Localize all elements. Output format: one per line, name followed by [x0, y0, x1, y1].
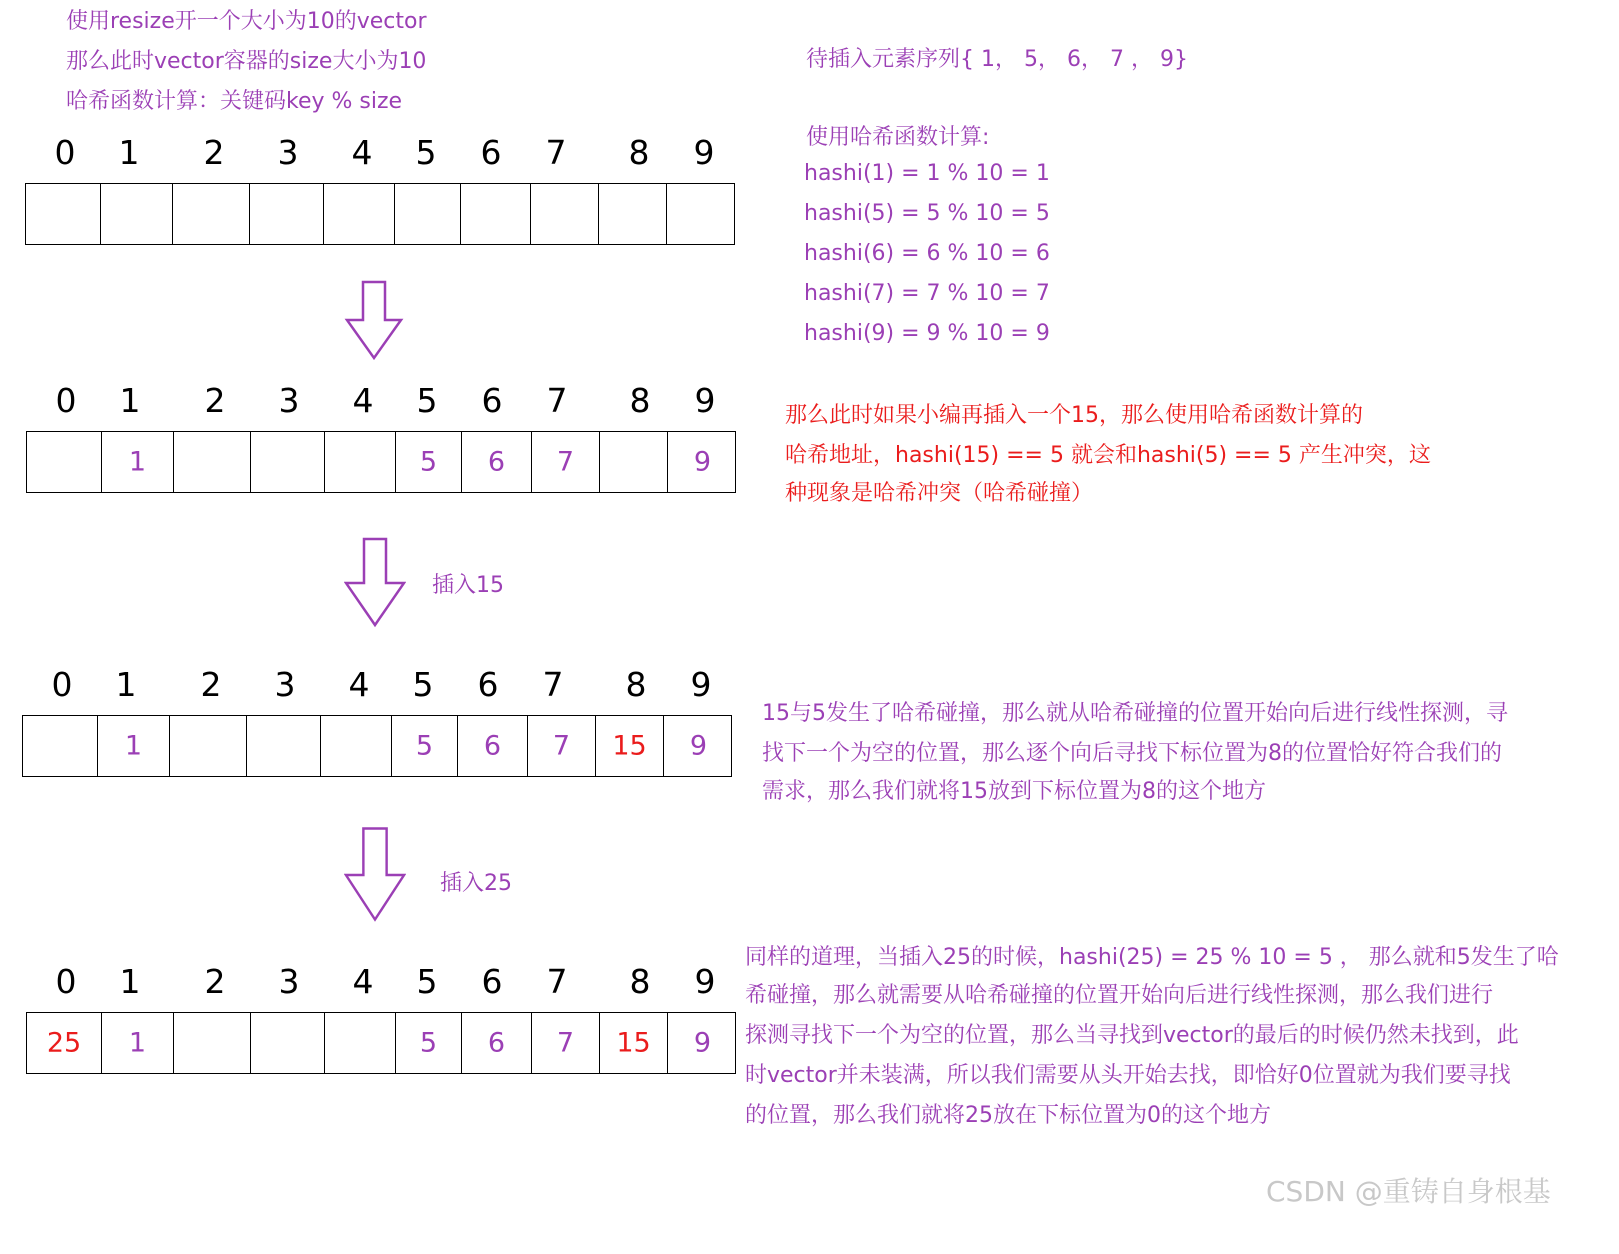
table-cell	[325, 432, 396, 492]
table-cell	[461, 184, 531, 244]
cell-value: 7	[556, 446, 575, 478]
intro-line-3: 哈希函数计算：关键码key % size	[66, 89, 403, 114]
table-cell	[667, 184, 736, 244]
table-cell	[324, 184, 395, 244]
calc-line-4: hashi(7) = 7 % 10 = 7	[804, 281, 1050, 306]
index-label: 7	[546, 381, 568, 420]
calc-title: 使用哈希函数计算:	[806, 125, 990, 150]
index-label: 5	[416, 381, 438, 420]
probe15-note-line-1: 15与5发生了哈希碰撞，那么就从哈希碰撞的位置开始向后进行线性探测，寻	[762, 701, 1508, 726]
table-cell	[600, 1013, 668, 1073]
index-label: 9	[694, 962, 716, 1001]
index-label: 9	[690, 665, 712, 704]
cell-value: 15	[612, 730, 647, 762]
table-cell	[27, 432, 102, 492]
index-label: 2	[203, 133, 225, 172]
index-label: 1	[119, 381, 141, 420]
table-cell	[23, 716, 98, 776]
cell-value: 15	[616, 1027, 651, 1059]
cell-value: 7	[556, 1027, 575, 1059]
down-arrow-icon	[344, 537, 406, 629]
index-label: 5	[412, 665, 434, 704]
index-label: 9	[694, 381, 716, 420]
cell-value: 5	[419, 1027, 438, 1059]
index-label: 1	[118, 133, 140, 172]
cell-value: 5	[419, 446, 438, 478]
table-cell	[668, 1013, 737, 1073]
cell-value: 25	[46, 1027, 82, 1059]
cell-value: 9	[693, 1027, 712, 1059]
index-label: 5	[415, 133, 437, 172]
table-cell	[532, 1013, 600, 1073]
index-label: 8	[629, 962, 651, 1001]
table-cell	[392, 716, 458, 776]
index-label: 8	[625, 665, 647, 704]
table-cell	[396, 1013, 462, 1073]
table-cell	[251, 432, 325, 492]
index-label: 2	[204, 962, 226, 1001]
table-cell	[98, 716, 170, 776]
step-label-insert-15: 插入15	[432, 573, 504, 598]
table-cell	[325, 1013, 396, 1073]
table-cell	[170, 716, 247, 776]
index-label: 6	[481, 962, 503, 1001]
cell-row	[26, 1012, 736, 1074]
table-cell	[395, 184, 461, 244]
table-cell	[528, 716, 596, 776]
cell-value: 6	[487, 1027, 506, 1059]
probe25-note-line-4: 时vector并未装满，所以我们需要从头开始去找，即恰好0位置就为我们要寻找	[745, 1063, 1511, 1088]
index-label: 1	[119, 962, 141, 1001]
index-label: 9	[693, 133, 715, 172]
collision-note-line-2: 哈希地址，hashi(15) == 5 就会和hashi(5) == 5 产生冲突，这	[785, 443, 1431, 468]
cell-row	[26, 431, 736, 493]
calc-line-3: hashi(6) = 6 % 10 = 6	[804, 241, 1050, 266]
intro-line-1: 使用resize开一个大小为10的vector	[66, 9, 427, 34]
index-label: 2	[200, 665, 222, 704]
probe15-note-line-3: 需求，那么我们就将15放到下标位置为8的这个地方	[762, 779, 1266, 804]
index-label: 6	[477, 665, 499, 704]
table-cell	[462, 432, 532, 492]
table-cell	[458, 716, 528, 776]
index-label: 7	[546, 962, 568, 1001]
index-label: 3	[278, 381, 300, 420]
calc-line-1: hashi(1) = 1 % 10 = 1	[804, 161, 1050, 186]
index-row	[26, 381, 766, 425]
table-cell	[462, 1013, 532, 1073]
index-label: 4	[351, 133, 373, 172]
probe25-note-line-1: 同样的道理，当插入25的时候，hashi(25) = 25 % 10 = 5 ， 那么就和5发生了哈	[745, 945, 1559, 970]
index-label: 4	[352, 962, 374, 1001]
table-cell	[321, 716, 392, 776]
collision-note-line-1: 那么此时如果小编再插入一个15，那么使用哈希函数计算的	[785, 403, 1363, 428]
index-label: 7	[545, 133, 567, 172]
index-label: 0	[55, 962, 77, 1001]
cell-value: 1	[128, 1027, 147, 1059]
table-cell	[174, 1013, 251, 1073]
table-cell	[599, 184, 667, 244]
index-label: 5	[416, 962, 438, 1001]
table-cell	[532, 432, 600, 492]
collision-note-line-3: 种现象是哈希冲突（哈希碰撞）	[785, 481, 1094, 506]
table-cell	[668, 432, 737, 492]
watermark: CSDN @重铸自身根基	[1266, 1175, 1551, 1208]
cell-row	[22, 715, 732, 777]
index-label: 0	[54, 133, 76, 172]
table-cell	[102, 432, 174, 492]
index-label: 6	[481, 381, 503, 420]
cell-value: 6	[483, 730, 502, 762]
table-cell	[396, 432, 462, 492]
cell-row	[25, 183, 735, 245]
table-cell	[173, 184, 250, 244]
table-cell	[250, 184, 324, 244]
index-label: 8	[629, 381, 651, 420]
index-label: 3	[278, 962, 300, 1001]
index-label: 3	[274, 665, 296, 704]
table-cell	[251, 1013, 325, 1073]
table-cell	[102, 1013, 174, 1073]
table-cell	[27, 1013, 102, 1073]
table-cell	[531, 184, 599, 244]
table-cell	[596, 716, 664, 776]
cell-value: 9	[689, 730, 708, 762]
index-label: 3	[277, 133, 299, 172]
table-cell	[101, 184, 173, 244]
cell-value: 1	[124, 730, 143, 762]
table-cell	[664, 716, 733, 776]
probe25-note-line-2: 希碰撞，那么就需要从哈希碰撞的位置开始向后进行线性探测，那么我们进行	[745, 983, 1494, 1008]
intro-line-2: 那么此时vector容器的size大小为10	[66, 49, 427, 74]
calc-line-5: hashi(9) = 9 % 10 = 9	[804, 321, 1050, 346]
index-label: 1	[115, 665, 137, 704]
sequence-title: 待插入元素序列{ 1， 5， 6， 7 ， 9}	[806, 47, 1188, 72]
cell-value: 1	[128, 446, 147, 478]
cell-value: 9	[693, 446, 712, 478]
table-cell	[26, 184, 101, 244]
cell-value: 6	[487, 446, 506, 478]
index-label: 6	[480, 133, 502, 172]
index-label: 0	[51, 665, 73, 704]
index-row	[22, 665, 762, 709]
probe15-note-line-2: 找下一个为空的位置，那么逐个向后寻找下标位置为8的位置恰好符合我们的	[762, 741, 1502, 766]
probe25-note-line-5: 的位置，那么我们就将25放在下标位置为0的这个地方	[745, 1103, 1271, 1128]
index-label: 4	[352, 381, 374, 420]
index-row	[26, 962, 766, 1006]
index-row	[25, 133, 765, 177]
index-label: 4	[348, 665, 370, 704]
step-label-insert-25: 插入25	[440, 871, 512, 896]
calc-line-2: hashi(5) = 5 % 10 = 5	[804, 201, 1050, 226]
cell-value: 5	[415, 730, 434, 762]
down-arrow-icon	[343, 280, 405, 362]
table-cell	[174, 432, 251, 492]
table-cell	[247, 716, 321, 776]
index-label: 2	[204, 381, 226, 420]
table-cell	[600, 432, 668, 492]
index-label: 0	[55, 381, 77, 420]
down-arrow-icon	[344, 825, 406, 925]
probe25-note-line-3: 探测寻找下一个为空的位置，那么当寻找到vector的最后的时候仍然未找到，此	[745, 1023, 1519, 1048]
cell-value: 7	[552, 730, 571, 762]
index-label: 7	[542, 665, 564, 704]
index-label: 8	[628, 133, 650, 172]
